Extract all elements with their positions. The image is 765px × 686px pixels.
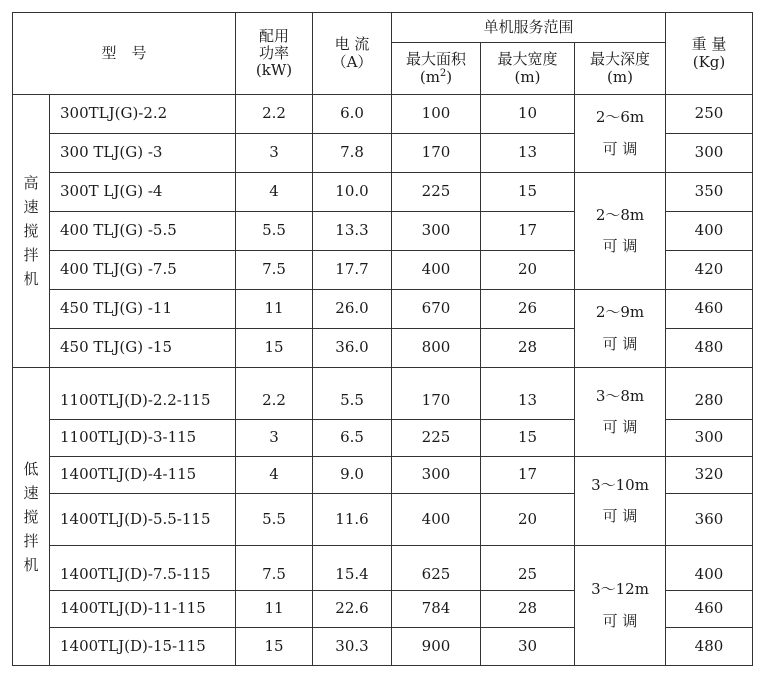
cell-width: 25 bbox=[481, 546, 575, 591]
header-weight-line1: 重 量 bbox=[691, 35, 727, 54]
cell-weight: 320 bbox=[666, 457, 753, 494]
category-char: 低 bbox=[23, 459, 39, 478]
header-current-line2: （A） bbox=[331, 52, 373, 71]
table-row bbox=[13, 546, 753, 591]
category-char: 高 bbox=[23, 174, 39, 192]
cell-width: 15 bbox=[481, 420, 575, 457]
cell-width: 10 bbox=[481, 95, 575, 134]
cell-model: 450 TLJ(G) -15 bbox=[50, 329, 236, 368]
cell-current: 15.4 bbox=[313, 546, 392, 591]
header-current-line1: 电 流 bbox=[334, 35, 370, 54]
cell-weight: 360 bbox=[666, 494, 753, 546]
category-char: 搅 bbox=[23, 507, 39, 526]
depth-range-value: 2～6m bbox=[595, 108, 645, 127]
header-max-width-line1: 最大宽度 bbox=[497, 50, 558, 69]
category-char: 搅 bbox=[23, 222, 39, 240]
cell-weight: 400 bbox=[666, 212, 753, 251]
cell-width: 13 bbox=[481, 368, 575, 420]
spec-table bbox=[12, 12, 753, 666]
cell-model: 1400TLJ(D)-15-115 bbox=[50, 628, 236, 666]
cell-model: 1400TLJ(D)-4-115 bbox=[50, 457, 236, 494]
cell-depth-range bbox=[575, 95, 666, 173]
cell-power: 4 bbox=[236, 457, 313, 494]
cell-current: 9.0 bbox=[313, 457, 392, 494]
cell-weight: 460 bbox=[666, 290, 753, 329]
cell-width: 13 bbox=[481, 134, 575, 173]
category-char: 机 bbox=[23, 270, 39, 288]
cell-width: 15 bbox=[481, 173, 575, 212]
cell-depth-range bbox=[575, 457, 666, 546]
cell-weight: 460 bbox=[666, 591, 753, 628]
table-row bbox=[13, 457, 753, 494]
cell-model: 1400TLJ(D)-7.5-115 bbox=[50, 546, 236, 591]
cell-power: 11 bbox=[236, 290, 313, 329]
area-unit-sup: 2 bbox=[439, 68, 447, 79]
cell-area: 784 bbox=[392, 591, 481, 628]
header-model: 型 号 bbox=[13, 13, 236, 95]
header-max-area-unit bbox=[392, 68, 480, 86]
cell-width: 17 bbox=[481, 212, 575, 251]
cell-area: 800 bbox=[392, 329, 481, 368]
category-low-speed bbox=[13, 368, 50, 666]
cell-area: 400 bbox=[392, 494, 481, 546]
cell-power: 5.5 bbox=[236, 212, 313, 251]
table-row bbox=[13, 173, 753, 212]
header-max-width-line2: (m) bbox=[514, 67, 541, 86]
cell-current: 13.3 bbox=[313, 212, 392, 251]
header-power-line3: (kW) bbox=[255, 61, 293, 80]
cell-area: 300 bbox=[392, 457, 481, 494]
cell-weight: 350 bbox=[666, 173, 753, 212]
cell-model: 400 TLJ(G) -5.5 bbox=[50, 212, 236, 251]
category-char: 拌 bbox=[23, 246, 39, 264]
cell-power: 15 bbox=[236, 329, 313, 368]
header-weight bbox=[666, 13, 753, 95]
cell-area: 225 bbox=[392, 420, 481, 457]
cell-depth-range bbox=[575, 368, 666, 457]
cell-power: 11 bbox=[236, 591, 313, 628]
cell-area: 225 bbox=[392, 173, 481, 212]
cell-power: 7.5 bbox=[236, 251, 313, 290]
cell-area: 900 bbox=[392, 628, 481, 666]
depth-range-note: 可 调 bbox=[602, 507, 638, 525]
header-power-line1: 配用 bbox=[258, 26, 289, 45]
cell-area: 625 bbox=[392, 546, 481, 591]
cell-current: 36.0 bbox=[313, 329, 392, 368]
cell-width: 26 bbox=[481, 290, 575, 329]
cell-width: 30 bbox=[481, 628, 575, 666]
cell-model: 1100TLJ(D)-2.2-115 bbox=[50, 368, 236, 420]
cell-power: 3 bbox=[236, 420, 313, 457]
area-unit-end: ) bbox=[446, 68, 453, 86]
depth-range-note: 可 调 bbox=[602, 334, 638, 353]
cell-current: 30.3 bbox=[313, 628, 392, 666]
cell-weight: 400 bbox=[666, 546, 753, 591]
depth-range-note: 可 调 bbox=[602, 418, 638, 436]
header-max-depth-line1: 最大深度 bbox=[589, 50, 650, 69]
cell-power: 4 bbox=[236, 173, 313, 212]
cell-area: 100 bbox=[392, 95, 481, 134]
table-row bbox=[13, 290, 753, 329]
cell-area: 300 bbox=[392, 212, 481, 251]
header-power-line2: 功率 bbox=[258, 43, 289, 62]
cell-depth-range bbox=[575, 173, 666, 290]
cell-model: 300T LJ(G) -4 bbox=[50, 173, 236, 212]
table-row bbox=[13, 95, 753, 134]
header-max-width bbox=[481, 43, 575, 95]
cell-model: 1400TLJ(D)-11-115 bbox=[50, 591, 236, 628]
cell-power: 2.2 bbox=[236, 368, 313, 420]
cell-area: 170 bbox=[392, 134, 481, 173]
cell-power: 5.5 bbox=[236, 494, 313, 546]
header-service-range: 单机服务范围 bbox=[392, 13, 666, 43]
category-char: 拌 bbox=[23, 531, 39, 550]
cell-weight: 300 bbox=[666, 420, 753, 457]
depth-range-note: 可 调 bbox=[602, 139, 638, 158]
cell-current: 11.6 bbox=[313, 494, 392, 546]
header-weight-line2: (Kg) bbox=[692, 52, 726, 71]
header-power bbox=[236, 13, 313, 95]
cell-current: 26.0 bbox=[313, 290, 392, 329]
cell-weight: 480 bbox=[666, 628, 753, 666]
cell-model: 450 TLJ(G) -11 bbox=[50, 290, 236, 329]
cell-current: 17.7 bbox=[313, 251, 392, 290]
cell-width: 17 bbox=[481, 457, 575, 494]
cell-model: 300TLJ(G)-2.2 bbox=[50, 95, 236, 134]
depth-range-value: 2～9m bbox=[595, 303, 645, 322]
category-char: 机 bbox=[23, 555, 39, 574]
cell-current: 7.8 bbox=[313, 134, 392, 173]
header-current bbox=[313, 13, 392, 95]
depth-range-value: 3～10m bbox=[591, 475, 649, 494]
header-max-depth-line2: (m) bbox=[607, 67, 633, 86]
cell-weight: 250 bbox=[666, 95, 753, 134]
cell-weight: 300 bbox=[666, 134, 753, 173]
category-high-speed bbox=[13, 95, 50, 368]
cell-weight: 480 bbox=[666, 329, 753, 368]
cell-weight: 280 bbox=[666, 368, 753, 420]
cell-power: 7.5 bbox=[236, 546, 313, 591]
cell-current: 10.0 bbox=[313, 173, 392, 212]
cell-area: 400 bbox=[392, 251, 481, 290]
cell-width: 20 bbox=[481, 494, 575, 546]
depth-range-note: 可 调 bbox=[602, 611, 638, 630]
header-max-area bbox=[392, 43, 481, 95]
cell-power: 2.2 bbox=[236, 95, 313, 134]
cell-weight: 420 bbox=[666, 251, 753, 290]
cell-depth-range bbox=[575, 290, 666, 368]
depth-range-value: 3～12m bbox=[591, 580, 649, 599]
cell-width: 20 bbox=[481, 251, 575, 290]
area-unit-base: (m bbox=[419, 68, 440, 86]
cell-depth-range bbox=[575, 546, 666, 666]
cell-area: 170 bbox=[392, 368, 481, 420]
cell-area: 670 bbox=[392, 290, 481, 329]
cell-power: 15 bbox=[236, 628, 313, 666]
cell-model: 1400TLJ(D)-5.5-115 bbox=[50, 494, 236, 546]
table-row bbox=[13, 368, 753, 420]
cell-width: 28 bbox=[481, 329, 575, 368]
cell-model: 300 TLJ(G) -3 bbox=[50, 134, 236, 173]
header-max-area-label: 最大面积 bbox=[405, 49, 466, 68]
depth-range-note: 可 调 bbox=[602, 237, 638, 255]
header-max-depth bbox=[575, 43, 666, 95]
cell-model: 400 TLJ(G) -7.5 bbox=[50, 251, 236, 290]
cell-current: 5.5 bbox=[313, 368, 392, 420]
cell-width: 28 bbox=[481, 591, 575, 628]
cell-model: 1100TLJ(D)-3-115 bbox=[50, 420, 236, 457]
cell-power: 3 bbox=[236, 134, 313, 173]
depth-range-value: 3～8m bbox=[595, 386, 645, 405]
cell-current: 6.5 bbox=[313, 420, 392, 457]
cell-current: 6.0 bbox=[313, 95, 392, 134]
category-char: 速 bbox=[23, 483, 39, 502]
category-char: 速 bbox=[23, 198, 39, 216]
cell-current: 22.6 bbox=[313, 591, 392, 628]
depth-range-value: 2～8m bbox=[595, 205, 645, 224]
